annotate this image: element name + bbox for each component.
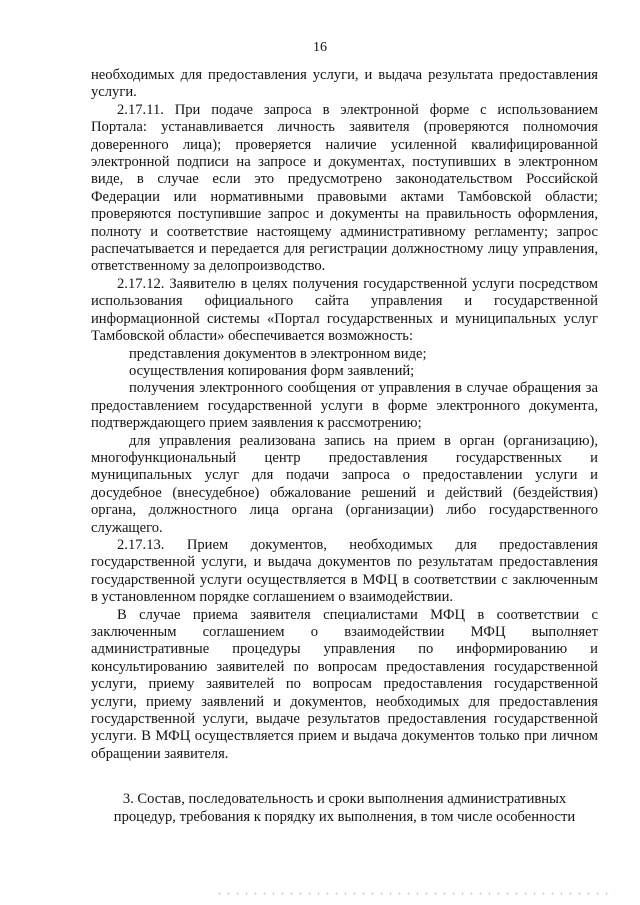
paragraph-2-17-11: 2.17.11. При подаче запроса в электронной форме с использованием Портала: устанавливается личность заявителя (проверяются полномочия доверенного лица); проверяется наличие усиленной квалифицированной электронной подписи на запросе и документах, поступивших в электронном виде, в случае если это предусмотрено законодательством Российской Федерации или нормативными правовыми актами Тамбовской области; проверяются поступившие запрос и документы на правильность оформления, полноту и соответствие настоящему административному регламенту; запрос распечатывается и передается для регистрации должностному лицу управления, ответственному за делопроизводство. (91, 101, 598, 275)
paragraph-2-17-12: 2.17.12. Заявителю в целях получения государственной услуги посредством использования официального сайта управления и государственной информационной системы «Портал государственных и муниципальных услуг Тамбовской области» обеспечивается возможность: (91, 275, 598, 345)
section-heading-line: процедур, требования к порядку их выполнения, в том числе особенности (113, 808, 576, 825)
page-number: 16 (313, 40, 327, 55)
paragraph-2-17-13: 2.17.13. Прием документов, необходимых для предоставления государственной услуги, и выдача документов по результатам предоставления государственной услуги осуществляется в МФЦ в соответствии с заключенным в установленном порядке соглашением о взаимодействии. (91, 536, 598, 606)
document-body (91, 67, 598, 763)
list-item: получения электронного сообщения от управления в случае обращения за предоставлением государственной услуги в форме электронного документа, подтверждающего прием заявления к рассмотрению; (91, 380, 598, 432)
section-heading (91, 791, 598, 826)
paragraph-mfc: В случае приема заявителя специалистами МФЦ в соответствии с заключенным соглашением о взаимодействии МФЦ выполняет административные процедуры управления по информированию и консультированию заявителей по вопросам предоставления государственной услуги, приему заявителей по вопросам предоставления государственной услуги, приему заявлений и документов, необходимых для предоставления государственной услуги, выдаче результатов предоставления государственной услуги. В МФЦ осуществляется прием и выдача документов только при личном обращении заявителя. (91, 606, 598, 762)
scan-artifact (215, 892, 615, 895)
list-item: для управления реализована запись на прием в орган (организацию), многофункциональный центр предоставления государственных и муниципальных услуг для подачи запроса о предоставлении услуги и досудебное (внесудебное) обжалование решений и действий (бездействия) органа, должностного лица органа (организации) либо государственного служащего. (91, 432, 598, 536)
section-heading-line: 3. Состав, последовательность и сроки выполнения административных (122, 791, 567, 807)
list-item: представления документов в электронном виде; (129, 345, 427, 362)
paragraph-continuation: необходимых для предоставления услуги, и выдача результата предоставления услуги. (91, 67, 598, 101)
list-item: осуществления копирования форм заявлений; (129, 362, 415, 379)
